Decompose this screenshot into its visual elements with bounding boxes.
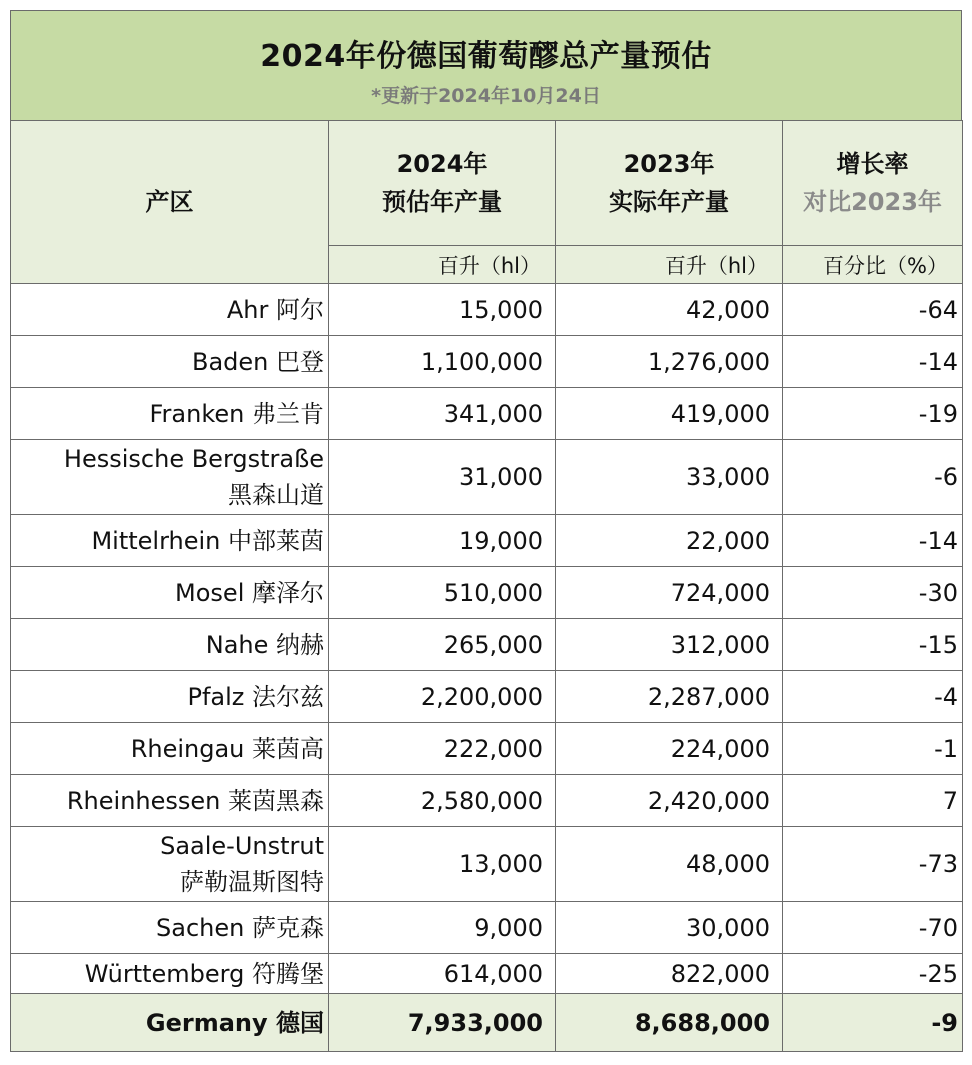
region-name: Mittelrhein 中部莱茵 bbox=[91, 526, 324, 555]
wine-production-sheet bbox=[10, 10, 962, 1052]
table-row bbox=[11, 902, 963, 954]
est-2024-cell: 2,580,000 bbox=[329, 775, 556, 827]
table-row bbox=[11, 388, 963, 440]
table-row bbox=[11, 336, 963, 388]
header-growth-compare: 对比2023年 bbox=[803, 188, 942, 216]
total-row bbox=[11, 994, 963, 1052]
table-row bbox=[11, 515, 963, 567]
production-table bbox=[10, 120, 963, 1052]
act-2023-cell: 822,000 bbox=[556, 954, 783, 994]
total-growth-cell: -9 bbox=[783, 994, 963, 1052]
region-cell bbox=[11, 723, 329, 775]
table-row bbox=[11, 284, 963, 336]
act-2023-cell: 48,000 bbox=[556, 827, 783, 902]
act-2023-cell: 22,000 bbox=[556, 515, 783, 567]
region-name: Rheinhessen 莱茵黑森 bbox=[66, 786, 324, 815]
page-title: 2024年份德国葡萄醪总产量预估 bbox=[260, 39, 712, 74]
header-est-2024-year: 2024年 bbox=[396, 150, 488, 178]
region-cell bbox=[11, 671, 329, 723]
act-2023-cell: 2,287,000 bbox=[556, 671, 783, 723]
region-name: Nahe 纳赫 bbox=[205, 630, 324, 659]
region-name: Sachen 萨克森 bbox=[156, 913, 324, 942]
act-2023-cell: 42,000 bbox=[556, 284, 783, 336]
region-cell bbox=[11, 515, 329, 567]
act-2023-cell: 1,276,000 bbox=[556, 336, 783, 388]
table-row bbox=[11, 827, 963, 902]
table-row bbox=[11, 723, 963, 775]
est-2024-cell: 1,100,000 bbox=[329, 336, 556, 388]
region-name-cn: 萨勒温斯图特 bbox=[180, 868, 324, 896]
region-name: Mosel 摩泽尔 bbox=[175, 578, 324, 607]
header-region-label: 产区 bbox=[145, 188, 194, 216]
est-2024-cell: 31,000 bbox=[329, 440, 556, 515]
est-2024-cell: 222,000 bbox=[329, 723, 556, 775]
growth-cell: -1 bbox=[783, 723, 963, 775]
header-act-2023 bbox=[556, 121, 783, 246]
table-row bbox=[11, 954, 963, 994]
region-cell bbox=[11, 827, 329, 902]
region-name: Ahr 阿尔 bbox=[226, 295, 324, 324]
total-region-name: Germany 德国 bbox=[145, 1008, 324, 1037]
region-cell bbox=[11, 619, 329, 671]
header-act-2023-label: 实际年产量 bbox=[609, 188, 729, 216]
region-name: Franken 弗兰肯 bbox=[149, 399, 324, 428]
table-row bbox=[11, 671, 963, 723]
unit-est-2024: 百升（hl） bbox=[329, 246, 556, 284]
unit-growth: 百分比（%） bbox=[783, 246, 963, 284]
update-note: *更新于2024年10月24日 bbox=[371, 85, 601, 107]
act-2023-cell: 224,000 bbox=[556, 723, 783, 775]
region-cell bbox=[11, 440, 329, 515]
region-cell bbox=[11, 388, 329, 440]
growth-cell: -15 bbox=[783, 619, 963, 671]
est-2024-cell: 13,000 bbox=[329, 827, 556, 902]
table-row bbox=[11, 619, 963, 671]
act-2023-cell: 312,000 bbox=[556, 619, 783, 671]
region-cell bbox=[11, 902, 329, 954]
region-cell bbox=[11, 775, 329, 827]
header-act-2023-year: 2023年 bbox=[623, 150, 715, 178]
header-est-2024 bbox=[329, 121, 556, 246]
header-growth-label: 增长率 bbox=[836, 150, 909, 178]
region-cell bbox=[11, 567, 329, 619]
total-act-2023-cell: 8,688,000 bbox=[556, 994, 783, 1052]
unit-act-2023: 百升（hl） bbox=[556, 246, 783, 284]
growth-cell: -70 bbox=[783, 902, 963, 954]
act-2023-cell: 33,000 bbox=[556, 440, 783, 515]
region-name: Saale-Unstrut bbox=[160, 832, 324, 860]
growth-cell: -73 bbox=[783, 827, 963, 902]
header-region bbox=[11, 121, 329, 284]
region-name: Pfalz 法尔兹 bbox=[187, 682, 324, 711]
act-2023-cell: 724,000 bbox=[556, 567, 783, 619]
growth-cell: -19 bbox=[783, 388, 963, 440]
table-row bbox=[11, 440, 963, 515]
region-cell bbox=[11, 336, 329, 388]
growth-cell: -4 bbox=[783, 671, 963, 723]
region-cell bbox=[11, 954, 329, 994]
total-est-2024-cell: 7,933,000 bbox=[329, 994, 556, 1052]
est-2024-cell: 614,000 bbox=[329, 954, 556, 994]
title-block bbox=[10, 10, 962, 120]
act-2023-cell: 419,000 bbox=[556, 388, 783, 440]
region-name: Rheingau 莱茵高 bbox=[130, 734, 324, 763]
region-name: Baden 巴登 bbox=[191, 347, 324, 376]
est-2024-cell: 510,000 bbox=[329, 567, 556, 619]
growth-cell: -25 bbox=[783, 954, 963, 994]
act-2023-cell: 30,000 bbox=[556, 902, 783, 954]
header-est-2024-label: 预估年产量 bbox=[382, 188, 502, 216]
est-2024-cell: 15,000 bbox=[329, 284, 556, 336]
est-2024-cell: 9,000 bbox=[329, 902, 556, 954]
table-row bbox=[11, 567, 963, 619]
growth-cell: -64 bbox=[783, 284, 963, 336]
growth-cell: -6 bbox=[783, 440, 963, 515]
table-row bbox=[11, 775, 963, 827]
region-cell bbox=[11, 284, 329, 336]
header-growth bbox=[783, 121, 963, 246]
growth-cell: 7 bbox=[783, 775, 963, 827]
region-name: Württemberg 符腾堡 bbox=[84, 959, 324, 988]
est-2024-cell: 341,000 bbox=[329, 388, 556, 440]
growth-cell: -14 bbox=[783, 515, 963, 567]
region-name-cn: 黑森山道 bbox=[228, 481, 324, 509]
region-name: Hessische Bergstraße bbox=[63, 445, 324, 473]
act-2023-cell: 2,420,000 bbox=[556, 775, 783, 827]
growth-cell: -14 bbox=[783, 336, 963, 388]
total-region-cell bbox=[11, 994, 329, 1052]
est-2024-cell: 265,000 bbox=[329, 619, 556, 671]
est-2024-cell: 19,000 bbox=[329, 515, 556, 567]
growth-cell: -30 bbox=[783, 567, 963, 619]
est-2024-cell: 2,200,000 bbox=[329, 671, 556, 723]
